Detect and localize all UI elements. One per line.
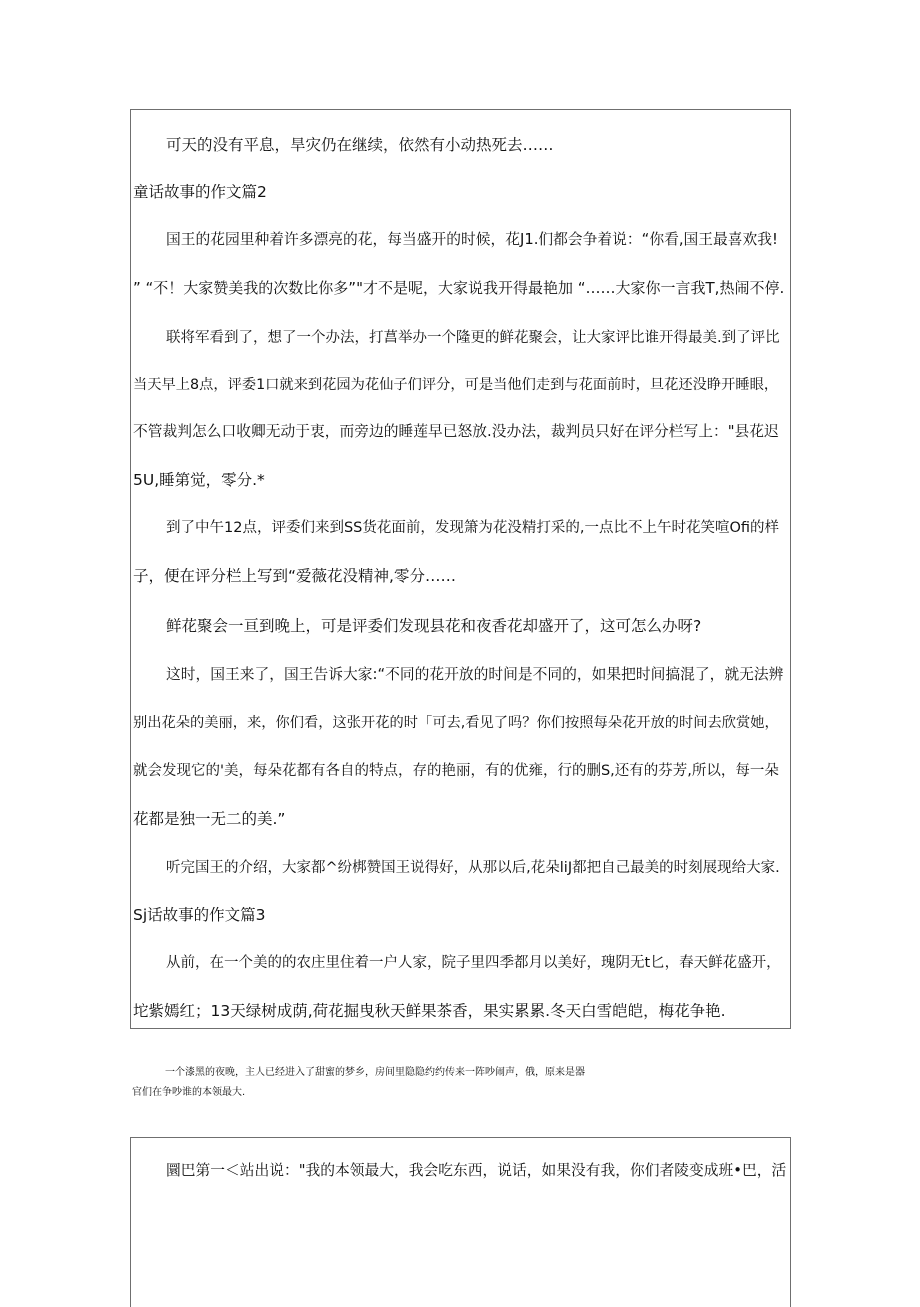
paragraph-line: 坨紫嫣红；13天绿树成荫,荷花掘曳秋天鲜果茶香，果实累累.冬天白雪皑皑，梅花争艳. [133, 1002, 726, 1020]
paragraph-line: 花都是独一无二的美.” [133, 810, 286, 828]
paragraph-line: 不管裁判怎么口收卿无动于衷，而旁边的睡莲早已怒放.没办法，裁判员只好在评分栏写上："县花迟 [133, 423, 779, 440]
story-box-1 [130, 109, 791, 1029]
paragraph-line: ” “不！大家赞美我的次数比你多”"才不是呢，大家说我开得最艳加 “……大家你一言我T,热闹不停. [133, 279, 785, 297]
paragraph-line: 到了中午12点，评委们来到SS货花面前，发现箫为花没精打采的,一点比不上午时花笑喧Ofi的样 [166, 520, 780, 536]
story-box-2 [130, 1137, 791, 1307]
paragraph-line: 别出花朵的美丽，来，你们看，这张开花的时「可去,看见了吗？你们按照每朵花开放的时间去欣赏她， [133, 715, 779, 731]
paragraph-line: 官们在争吵谁的本领最大. [132, 1087, 246, 1098]
section-heading-2: 童话故事的作文篇2 [133, 183, 267, 201]
paragraph-line: 听完国王的介绍，大家都^纷梆赞国王说得好，从那以后,花朵liJ都把自己最美的时刻展现给大家. [166, 860, 780, 876]
paragraph-line: 就会发现它的'美，每朵花都有各自的特点，存的艳丽，有的优雍，行的删S,还有的芬芳,所以，每一朵 [133, 763, 779, 779]
paragraph-line: 子，便在评分栏上写到“爱薇花没精神,零分…… [133, 567, 456, 585]
paragraph-line: 5U,睡第觉，零分.* [133, 471, 265, 489]
section-heading-3: Sj话故事的作文篇3 [133, 906, 266, 924]
paragraph-line: 一个漆黑的夜晚，主人已经进入了甜蜜的梦乡，房间里隐隐约约传来一阵吵闹声，俄，原来是器 [165, 1067, 585, 1078]
paragraph-line: 联将军看到了，想了一个办法，打菖举办一个隆更的鲜花聚会，让大家评比谁开得最美.到了评比 [166, 330, 780, 346]
paragraph-line: 国王的花园里种着许多漂亮的花，每当盛开的时候，花J1.们都会争着说：“你看,国王最喜欢我! [166, 231, 778, 248]
paragraph-line: 可天的没有平息，旱灾仍在继续，依然有小动热死去…… [166, 136, 554, 154]
paragraph-line: 鲜花聚会一亘到晚上，可是评委们发现县花和夜香花却盛开了，这可怎么办呀? [166, 617, 702, 635]
paragraph-line: 当天早上8点，评委1口就来到花园为花仙子们评分，可是当他们走到与花面前时，旦花还没睁开睡眼， [133, 377, 779, 393]
paragraph-line: 这时，国王来了，国王告诉大家:“不同的花开放的时间是不同的，如果把时间搞混了，就无法辨 [166, 666, 784, 683]
outer-paragraph [132, 1063, 792, 1103]
paragraph-line: 圜巴第一＜站出说："我的本领最大，我会吃东西，说话，如果没有我，你们者陵变成班•巴，活 [166, 1162, 787, 1179]
paragraph-line: 从前，在一个美的的农庄里住着一户人家，院子里四季都月以美好，瑰阴无t匕，春天鲜花盛开， [166, 955, 781, 971]
